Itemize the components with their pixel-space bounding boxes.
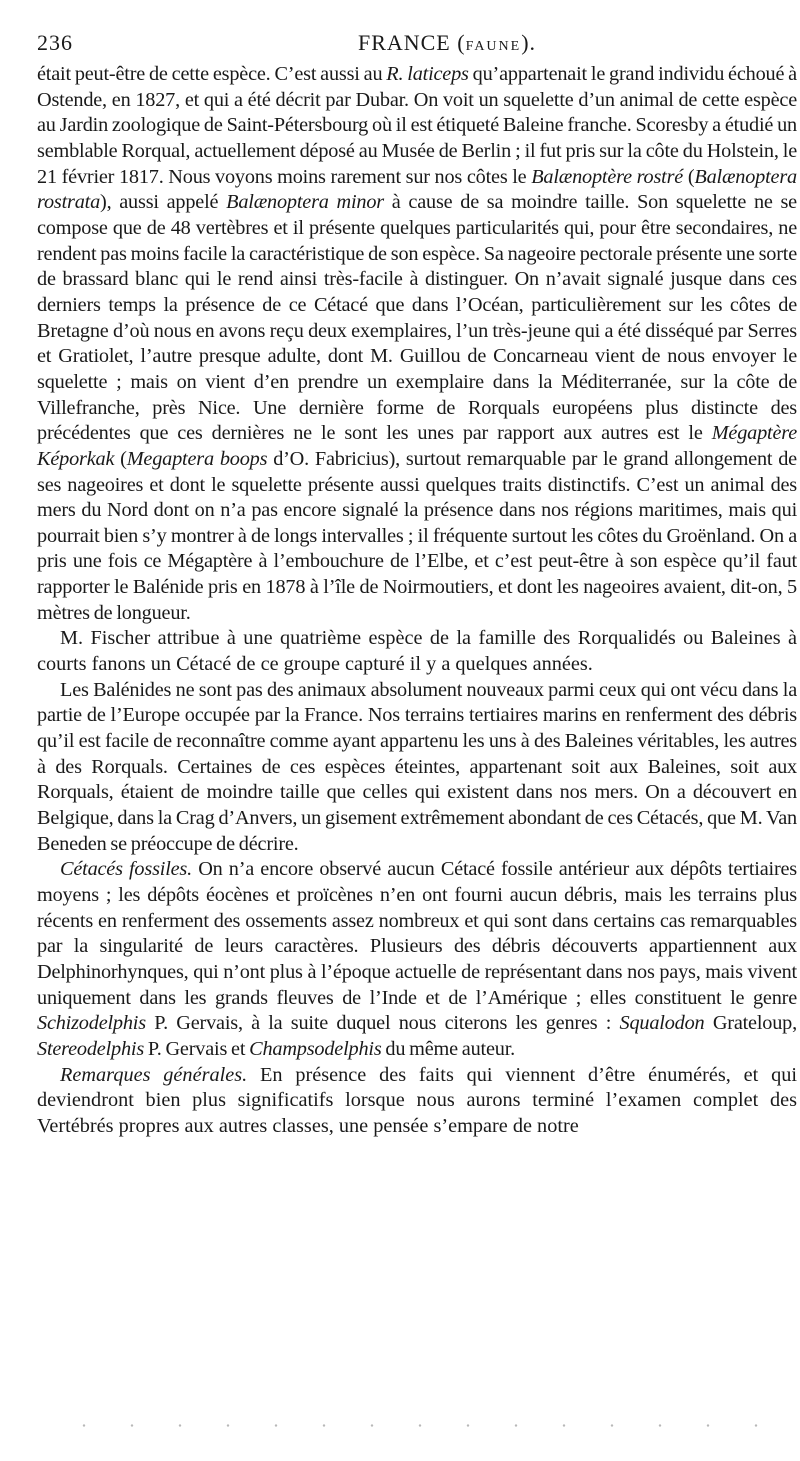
running-title xyxy=(37,30,797,56)
paragraph xyxy=(37,1063,797,1140)
running-title-end: ). xyxy=(521,30,537,55)
italic-text: Remarques générales. xyxy=(60,1063,248,1086)
page-header xyxy=(37,30,797,62)
italic-text: Balænoptère rostré xyxy=(531,165,684,188)
text-run: était peut-être de cette espèce. C’est aussi au xyxy=(37,63,387,85)
italic-text: Mégaptère Képorkak xyxy=(37,422,797,470)
text-run: Grateloup, xyxy=(704,1012,797,1035)
italic-text: Cétacés fossiles. xyxy=(60,858,192,881)
italic-text: Megaptera boops xyxy=(126,447,268,470)
page-number: 236 xyxy=(37,30,73,55)
text-run: ( xyxy=(114,447,127,470)
paragraph xyxy=(37,62,797,626)
bottom-margin-specks xyxy=(60,1424,760,1427)
text-run: à cause de sa moindre taille. Son squelette ne se compose que de 48 vertèbres et il présente quelques particularités qui, pour être secondaires, ne rendent pas moins facile la caractéristique de son espèce. Sa nageoire pectorale présente une sorte de brassard blanc qui le rend ainsi très-facile à distinguer. On n’avait signalé jusque dans ces derniers temps la présence de ce Cétacé que dans l’Océan, particulièrement sur les côtes de Bretagne d’où nous en avons reçu deux exemplaires, l’un très-jeune qui a été disséqué par Serres et Gratiolet, l’autre presque adulte, dont M. Guillou de Concarneau vient de nous envoyer le squelette ; mais on vient d’en prendre un exemplaire dans la Méditerranée, sur la côte de Villefranche, près Nice. Une dernière forme de Rorquals européens plus distincte des précédentes que ces dernières ne le sont les unes par rapport aux autres est le xyxy=(37,191,797,445)
italic-text: Champsodelphis xyxy=(249,1037,382,1060)
paragraph xyxy=(37,678,797,858)
running-title-main: FRANCE ( xyxy=(357,30,466,55)
text-run: M. Fischer attribue à une quatrième espèce de la famille des Rorqualidés ou Baleines à courts fanons un Cétacé de ce groupe capturé il y a quelques années. xyxy=(37,627,797,676)
running-title-small-caps: FAUNE xyxy=(465,39,522,54)
text-run: En présence des faits qui viennent d’être énumérés, et qui deviendront bien plus significatifs lorsque nous aurons terminé l’examen complet des Vertébrés propres aux autres classes, une pensée s’empare de notre xyxy=(37,1063,797,1137)
body-text xyxy=(37,62,797,1140)
paragraph xyxy=(37,626,797,677)
text-run: P. Gervais, à la suite duquel nous citerons les genres : xyxy=(145,1012,620,1035)
italic-text: Squalodon xyxy=(619,1012,705,1035)
italic-text: Stereodelphis xyxy=(37,1037,145,1060)
italic-text: Balænoptera minor xyxy=(226,191,384,214)
paragraph xyxy=(37,857,797,1062)
text-run: qu’appartenait le grand individu échoué à Ostende, en 1827, et qui a été décrit par Dubar. On voit un squelette d’un animal de cette espèce au Jardin zoologique de Saint-Pétersbourg où il est étiqueté Baleine franche. Scoresby a étudié un semblable Rorqual, actuellement déposé au Musée de Berlin ; il fut pris sur la côte du Holstein, le 21 février 1817. Nous voyons moins rarement sur nos côtes le xyxy=(37,63,797,188)
text-run: On n’a encore observé aucun Cétacé fossile antérieur aux dépôts tertiaires moyens ; les dépôts éocènes et proïcènes n’en ont fourni aucun débris, mais les terrains plus récents en renferment des ossements assez nombreux et qui sont dans certains cas remarquables par la singularité de leurs caractères. Plusieurs des débris découverts appartiennent aux Delphinorhynques, qui n’ont plus à l’époque actuelle de représentant dans nos pays, mais vivent uniquement dans les grands fleuves de l’Inde et de l’Amérique ; elles constituent le genre xyxy=(37,858,797,1009)
text-run: du même auteur. xyxy=(381,1037,516,1060)
italic-text: R. laticeps xyxy=(386,63,469,85)
text-run: P. Gervais et xyxy=(144,1037,250,1060)
italic-text: Schizodelphis xyxy=(37,1012,146,1035)
italic-text: Balænoptera rostrata xyxy=(37,165,797,214)
text-run: ( xyxy=(683,165,695,188)
text-run: d’O. Fabricius), surtout remarquable par le grand allongement de ses nageoires et dont le squelette présente aussi quelques traits distinctifs. C’est un animal des mers du Nord dont on n’a pas encore signalé la présence dans nos régions maritimes, mais qui pourrait bien s’y montrer à de longs intervalles ; il fréquente surtout les côtes du Groënland. On a pris une fois ce Mégaptère à l’embouchure de l’Elbe, et c’est peut-être à son espèce qu’il faut rapporter le Balénide pris en 1878 à l’île de Noirmoutiers, et dont les nageoires avaient, dit-on, 5 mètres de longueur. xyxy=(37,447,797,624)
book-page xyxy=(37,30,797,1140)
text-run: ), aussi appelé xyxy=(100,191,227,214)
text-run: Les Balénides ne sont pas des animaux absolument nouveaux parmi ceux qui ont vécu dans la partie de l’Europe occupée par la France. Nos terrains tertiaires marins en renferment des débris qu’il est facile de reconnaître comme ayant appartenu les uns à des Baleines véritables, les autres à des Rorquals. Certaines de ces espèces éteintes, appartenant soit aux Baleines, soit aux Rorquals, étaient de moindre taille que celles qui existent dans nos mers. On a découvert en Belgique, dans la Crag d’Anvers, un gisement extrêmement abondant de ces Cétacés, que M. Van Beneden se préoccupe de décrire. xyxy=(37,678,797,855)
